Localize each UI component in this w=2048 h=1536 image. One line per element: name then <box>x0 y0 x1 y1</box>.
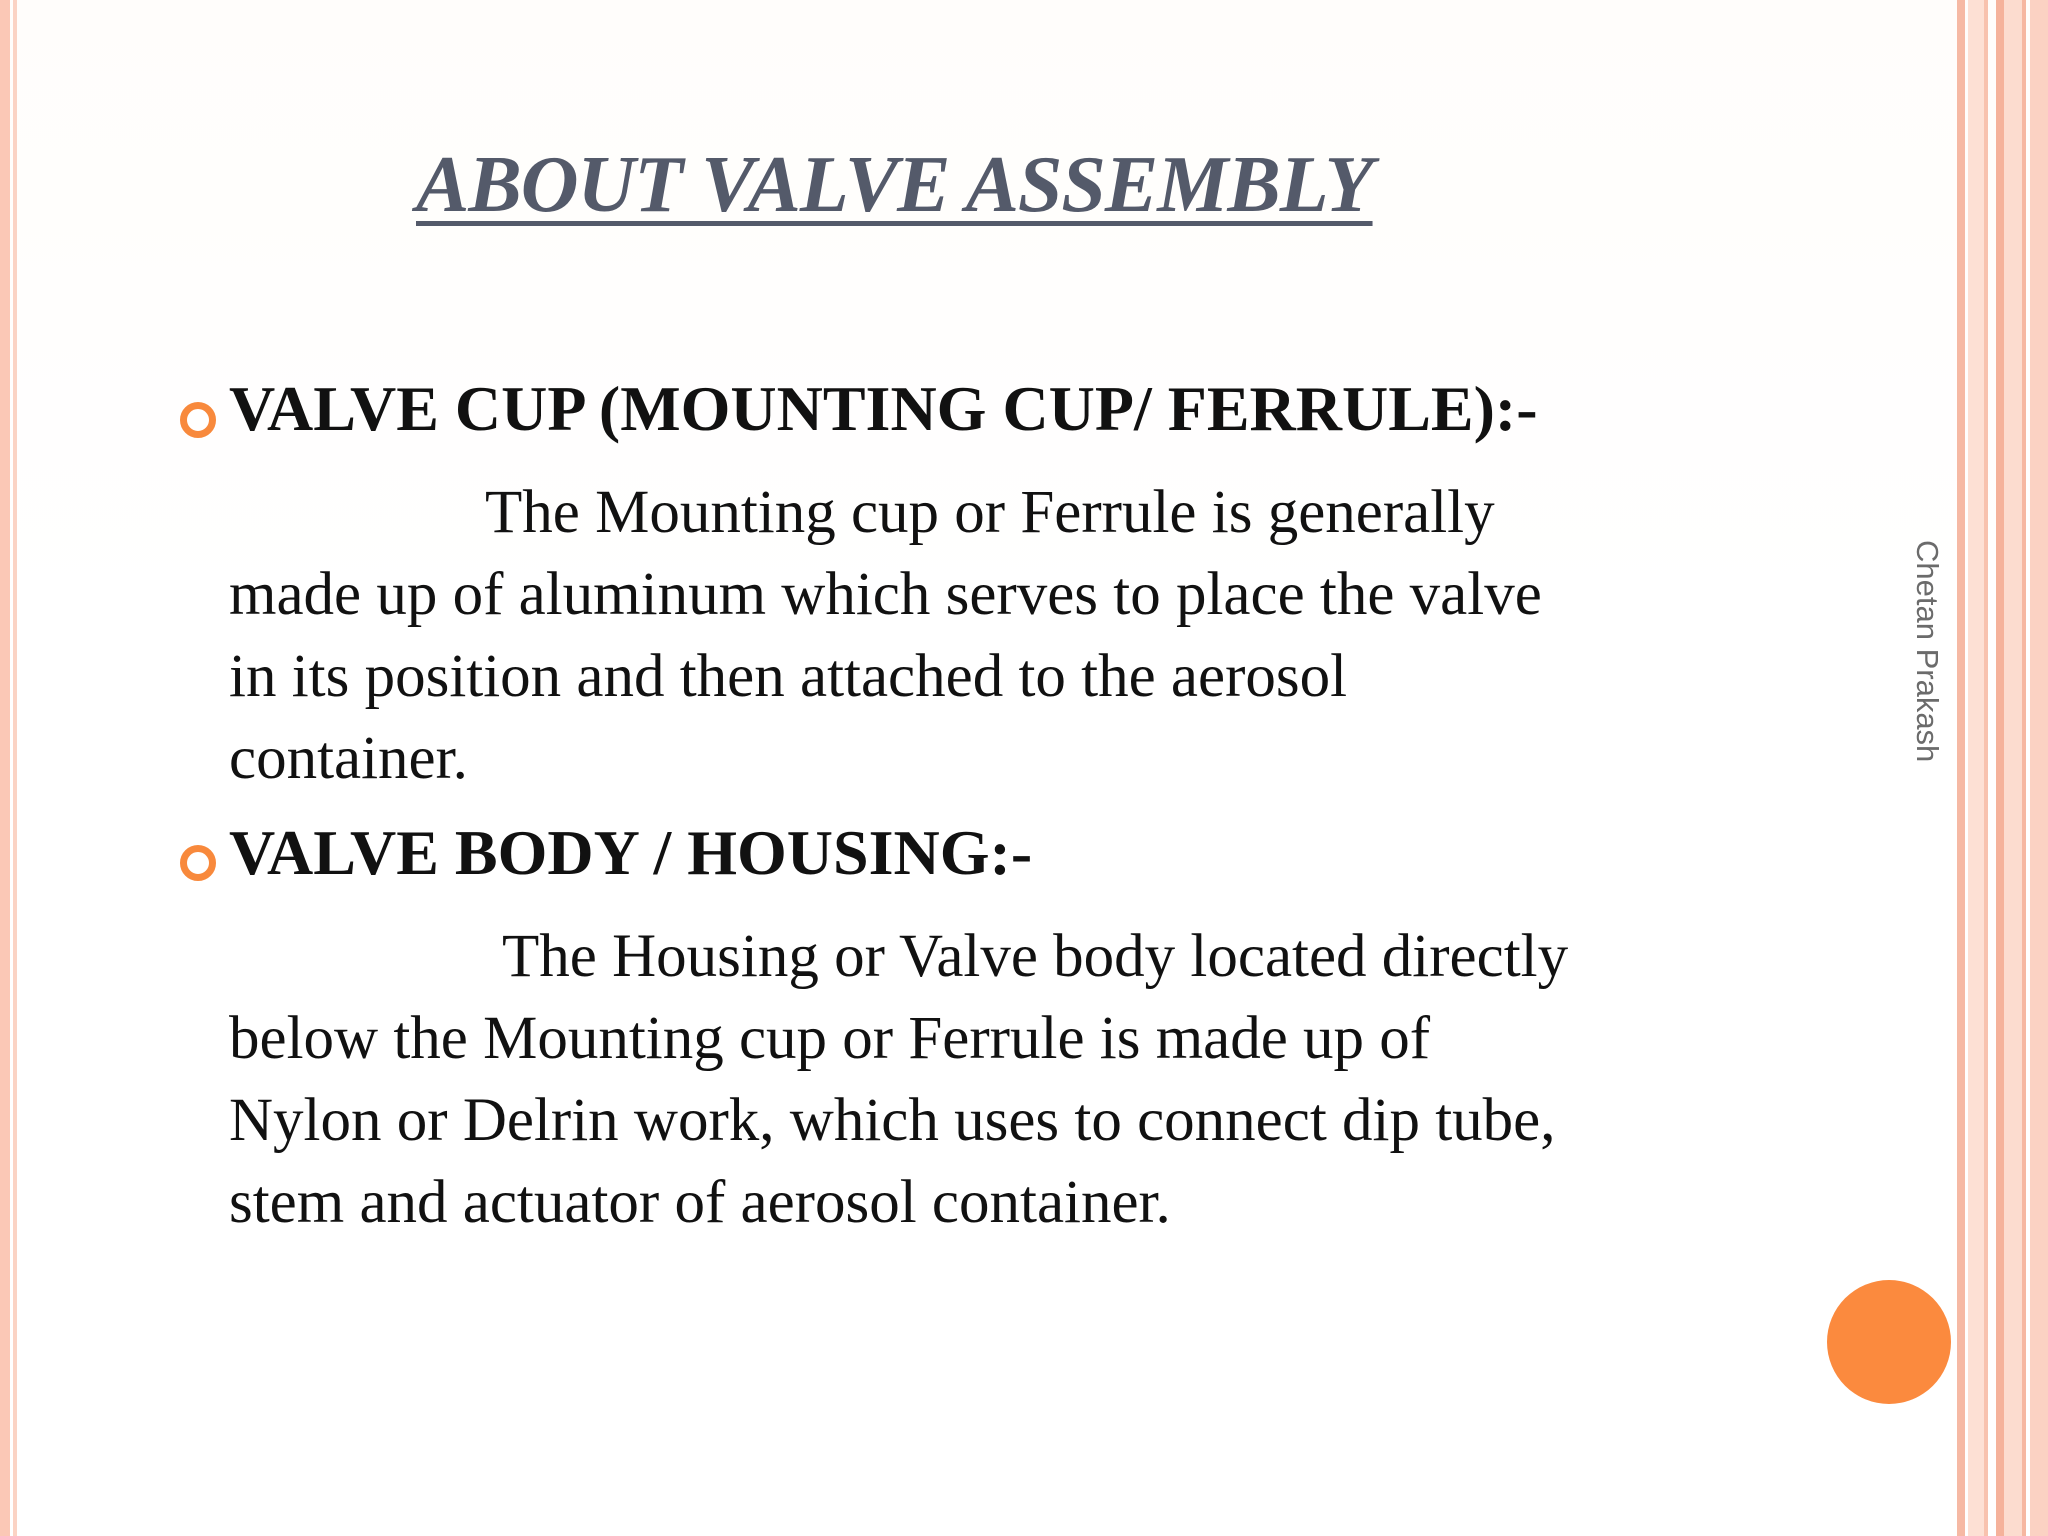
section-heading-valve-cup: VALVE CUP (MOUNTING CUP/ FERRULE):- <box>229 373 1538 444</box>
section-body-valve-body <box>229 916 1729 1244</box>
ring-bullet-icon <box>180 402 216 438</box>
body-line: The Mounting cup or Ferrule is generally <box>485 479 1495 546</box>
ring-bullet-icon <box>180 845 216 881</box>
right-border-stripe <box>2030 0 2048 1536</box>
left-border-stripe <box>0 0 10 1536</box>
slide-title: ABOUT VALVE ASSEMBLY <box>416 141 1373 229</box>
body-line: Nylon or Delrin work, which uses to connect dip tube, <box>229 1087 1556 1154</box>
section-heading-valve-body: VALVE BODY / HOUSING:- <box>229 817 1033 888</box>
body-line: stem and actuator of aerosol container. <box>229 1169 1171 1236</box>
right-border-stripe <box>1984 0 1988 1536</box>
right-border-stripe <box>2004 0 2022 1536</box>
body-line: The Housing or Valve body located directly <box>502 923 1569 990</box>
right-border-stripe <box>1968 0 1984 1536</box>
body-line: below the Mounting cup or Ferrule is made up of <box>229 1005 1431 1072</box>
author-watermark: Chetan Prakash <box>1910 540 1945 763</box>
body-line: container. <box>229 725 468 792</box>
section-body-valve-cup <box>229 472 1729 800</box>
right-border-stripe <box>2022 0 2026 1536</box>
orange-circle-decoration <box>1827 1280 1951 1404</box>
left-border-stripe <box>13 0 17 1536</box>
body-line: in its position and then attached to the aerosol <box>229 643 1348 710</box>
right-border-stripe <box>1957 0 1965 1536</box>
body-line: made up of aluminum which serves to place the valve <box>229 561 1542 628</box>
right-border-stripe <box>1996 0 2004 1536</box>
